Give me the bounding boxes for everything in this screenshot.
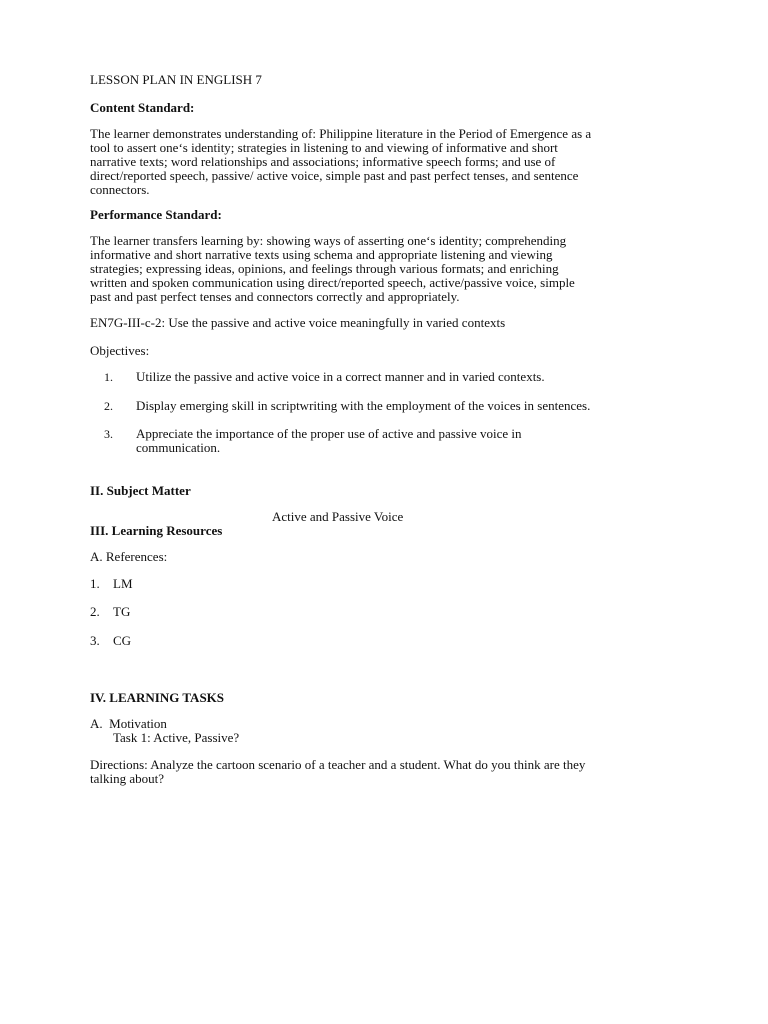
objective-number: 2. [104, 399, 113, 413]
performance-standard-line: strategies; expressing ideas, opinions, and feelings through various formats; and enriching [90, 261, 559, 276]
references-label: A. References: [90, 549, 168, 564]
objective-number: 3. [104, 427, 113, 441]
subject-matter-heading: II. Subject Matter [90, 483, 191, 498]
objectives-heading: Objectives: [90, 343, 150, 358]
task-label: Task 1: Active, Passive? [113, 730, 240, 745]
objective-item: communication. [136, 440, 221, 455]
content-standard-line: tool to assert one‘s identity; strategies in listening to and viewing of informative and short [90, 140, 558, 155]
performance-standard-heading: Performance Standard: [90, 207, 222, 222]
content-standard-line: narrative texts; word relationships and associations; informative speech forms; and use of [90, 154, 556, 169]
competency-code: EN7G-III-c-2: Use the passive and active voice meaningfully in varied contexts [90, 315, 506, 330]
motivation-label: A. Motivation [90, 716, 167, 731]
reference-number: 2. [90, 604, 100, 619]
reference-number: 1. [90, 576, 100, 591]
reference-number: 3. [90, 633, 100, 648]
performance-standard-line: The learner transfers learning by: showing ways of asserting one‘s identity; comprehending [90, 233, 567, 248]
objective-item: Display emerging skill in scriptwriting with the employment of the voices in sentences. [136, 398, 591, 413]
content-standard-line: connectors. [90, 182, 150, 197]
learning-resources-heading: III. Learning Resources [90, 523, 223, 538]
objective-number: 1. [104, 370, 113, 384]
objective-item: Utilize the passive and active voice in a correct manner and in varied contexts. [136, 369, 545, 384]
objective-item: Appreciate the importance of the proper use of active and passive voice in [136, 426, 522, 441]
directions-line: Directions: Analyze the cartoon scenario of a teacher and a student. What do you think are they [90, 757, 586, 772]
subject-matter-value: Active and Passive Voice [272, 509, 404, 524]
content-standard-line: direct/reported speech, passive/ active voice, simple past and past perfect tenses, and sentence [90, 168, 579, 183]
document-title: LESSON PLAN IN ENGLISH 7 [90, 72, 262, 87]
content-standard-line: The learner demonstrates understanding of: Philippine literature in the Period of Emergence as a [90, 126, 592, 141]
reference-item: LM [113, 576, 133, 591]
performance-standard-line: past and past perfect tenses and connectors correctly and appropriately. [90, 289, 460, 304]
learning-tasks-heading: IV. LEARNING TASKS [90, 690, 225, 705]
performance-standard-line: written and spoken communication using direct/reported speech, active/passive voice, simple [90, 275, 575, 290]
performance-standard-line: informative and short narrative texts using schema and appropriate listening and viewing [90, 247, 553, 262]
content-standard-heading: Content Standard: [90, 100, 195, 115]
directions-line: talking about? [90, 771, 165, 786]
reference-item: TG [113, 604, 131, 619]
reference-item: CG [113, 633, 132, 648]
